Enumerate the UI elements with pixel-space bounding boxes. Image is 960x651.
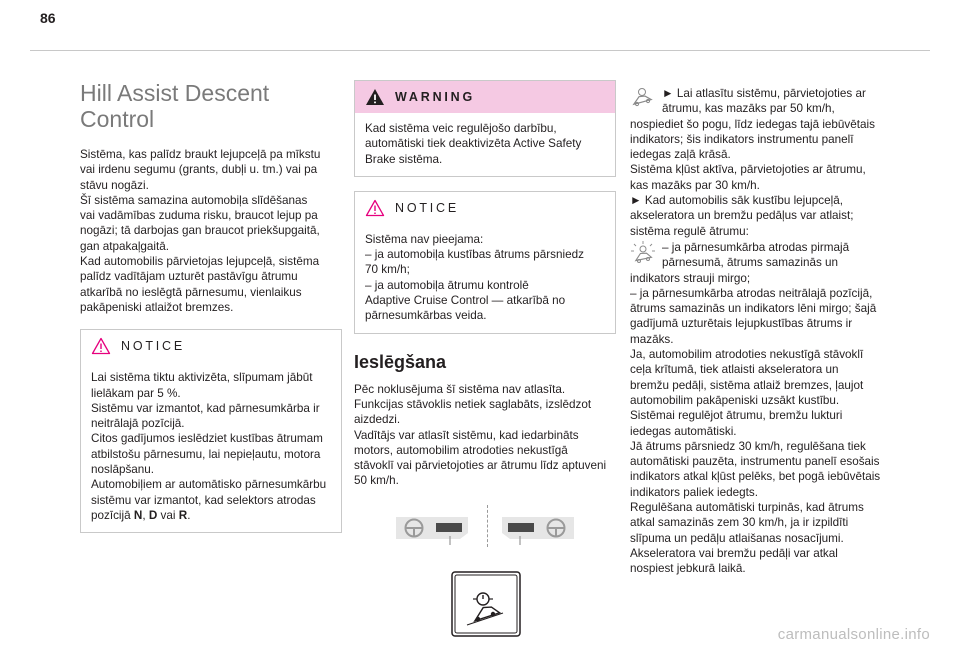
notice-label: NOTICE: [121, 339, 186, 354]
activation-text: Pēc noklusējuma šī sistēma nav atlasīta. Funkcijas stāvoklis netiek saglabāts, izslēdzot aizdedzi. Vadītājs var atlasīt sistēmu, kad iedarbināts motors, automobilim atrodoties nekustīgā stāvoklī vai pārvietojoties ar ātrumu līdz aptuveni 50 km/h.: [354, 382, 607, 488]
instructions-text-3: – ja pārnesumkārba atrodas neitrālajā pozīcijā, ātrums samazinās un indikators lēni mirgo; šajā gadījumā uzturētais lejupkustības ātrums ir mazāks. Ja, automobilim atrodoties nekustīgā stāvoklī ceļa krītumā, tiek atlaisti akseleratora un bremžu pedāļi, sistēma atlaiž bremzes, ļaujot automobilim pakāpeniski uzsākt kustību. Sistēmai regulējot ātrumu, bremžu lukturi iedegas automātiski. Jā ātrums pārsniedz 30 km/h, regulēšana tiek automātiski pauzēta, instrumentu panelī esošais indikators atkal kļūst pelēks, bet pogā iebūvētais indikators paliek iedegts. Regulēšana automātiski turpinās, kad ātrums atkal samazinās zem 30 km/h, ja ir izpildīti slīpuma un pedāļu atlaišanas nosacījumi. Akseleratora vai bremžu pedāļi var atkal nospiest jebkurā laikā.: [630, 286, 881, 576]
warning-text: Kad sistēma veic regulējošo darbību, automātiski tiek deaktivizēta Active Safety Brake sistēma.: [365, 122, 582, 166]
notice-triangle-icon: [91, 337, 111, 355]
gear-d: D: [148, 508, 158, 522]
dashboard-right-illustration: [496, 511, 576, 547]
notice-text-main: Lai sistēma tiktu aktivizēta, slīpumam jābūt lielākam par 5 %. Sistēmu var izmantot, kad pārnesumkārba ir neitrālajā pozīcijā. Citos gadījumos ieslēdziet kustības ātrumam atbilstošu pārnesumu, lai nepieļautu, motora noslāpšanu. Automobiļiem ar automātisko pārnesumkārbu sistēmu var izmantot, kad selektors atrodas pozīcijā: [91, 371, 327, 522]
watermark: carmanualsonline.info: [777, 626, 930, 643]
separator: vai: [157, 508, 179, 522]
warning-body: [355, 113, 615, 176]
notice-header: [355, 192, 615, 224]
notice-label: NOTICE: [395, 200, 460, 215]
header-divider: [30, 50, 930, 51]
column-middle: [354, 80, 616, 651]
separator: ,: [142, 508, 149, 522]
hill-descent-button-icon: [451, 571, 521, 637]
notice-header: [81, 330, 341, 362]
notice-body: [355, 224, 615, 333]
page-number: 86: [40, 10, 56, 26]
first-gear-item: [630, 240, 888, 286]
column-left: [80, 80, 342, 547]
gear-r: R: [178, 508, 188, 522]
section-heading: Ieslēgšana: [354, 351, 447, 372]
controls-illustration: [354, 501, 616, 651]
notice-box-activation: [80, 329, 342, 533]
indicator-icon: [630, 86, 656, 108]
console-panel: [436, 523, 462, 532]
warning-label: WARNING: [395, 90, 476, 104]
section-title: Hill Assist Descent Control: [80, 80, 270, 132]
column-right: [630, 86, 888, 577]
notice-box-availability: [354, 191, 616, 334]
notice-text: Sistēma nav pieejama: – ja automobiļa kustības ātrums pārsniedz 70 km/h; – ja automobiļa ātrumu kontrolē Adaptive Cruise Control — atkarībā no pārnesumkārbas veida.: [365, 232, 584, 323]
instructions-text-2: – ja pārnesumkārba atrodas pirmajā pārnesumā, ātrums samazinās un indikators strauji mirgo;: [630, 240, 850, 285]
warning-box: [354, 80, 616, 177]
divider-dashed: [487, 505, 488, 547]
warning-header: [355, 81, 615, 113]
notice-body: [81, 362, 341, 532]
sentence-end: .: [187, 508, 191, 522]
dashboard-left-illustration: [394, 511, 474, 547]
warning-triangle-icon: [365, 88, 385, 106]
console-panel: [508, 523, 534, 532]
gear-n: N: [133, 508, 143, 522]
blinking-indicator-icon: [630, 240, 656, 264]
intro-text: Sistēma, kas palīdz braukt lejupceļā pa mīkstu vai irdenu segumu (grants, dubļi u. tm.) vai pa stāvu nogāzi. Šī sistēma samazina automobiļa slīdēšanas vai vadāmības zuduma risku, braucot lejup pa nogāzi; tā darbojas gan braucot priekšupgaitā, gan atpakaļgaitā. Kad automobilis pārvietojas lejupceļā, sistēma palīdz vadītājam uzturēt pastāvīgu ātrumu atkarībā no ieslēgtā pārnesumu, vienlaikus pakāpeniski atlaižot bremzes.: [80, 148, 321, 314]
notice-triangle-icon: [365, 199, 385, 217]
instructions-text-1: ► Lai atlasītu sistēmu, pārvietojoties ar ātrumu, kas mazāks par 50 km/h, nospiediet šo pogu, līdz iedegas tajā iebūvētais indikators; šis indikators instrumentu panelī iedegas zaļā krāsā. Sistēma kļūst aktīva, pārvietojoties ar ātrumu, kas mazāks par 30 km/h. ► Kad automobilis sāk kustību lejupceļā, akseleratora un bremžu pedāļus var atlaist; sistēma regulē ātrumu:: [630, 87, 875, 238]
notice-text: [91, 370, 331, 523]
